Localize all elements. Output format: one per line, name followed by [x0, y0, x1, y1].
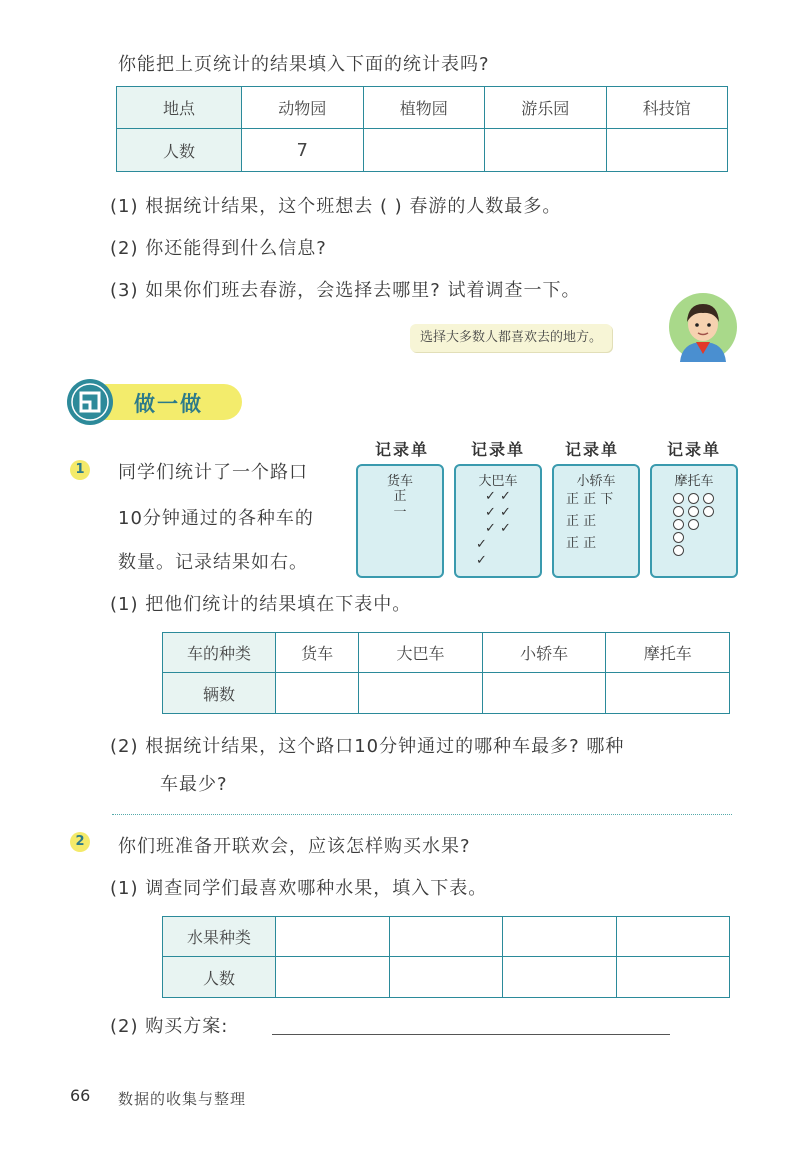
table-header-cell: 摩托车	[606, 633, 730, 673]
section-header	[66, 378, 242, 426]
record-card-truck	[356, 464, 444, 578]
table-cell: 7	[242, 129, 364, 172]
table-header-cell: 地点	[117, 87, 242, 129]
table-cell	[482, 673, 606, 714]
record-vehicle-name: 大巴车	[478, 474, 518, 489]
page-number: 66	[70, 1086, 91, 1105]
record-card-bus	[454, 464, 542, 578]
table-cell	[276, 673, 359, 714]
table-cell	[503, 917, 617, 957]
exercise-2-text: 你们班准备开联欢会，应该怎样购买水果?	[118, 836, 471, 857]
boy-avatar-icon	[668, 292, 738, 362]
table-header-cell: 大巴车	[359, 633, 483, 673]
table-row-label: 水果种类	[163, 917, 276, 957]
table-cell	[359, 673, 483, 714]
divider	[112, 814, 732, 815]
question-1: (1) 根据统计结果，这个班想去 ( ) 春游的人数最多。	[110, 196, 562, 217]
record-title: 记录单	[564, 440, 619, 459]
table-header-cell: 动物园	[242, 87, 364, 129]
table-cell	[389, 917, 503, 957]
square-swirl-icon	[66, 378, 114, 426]
vehicle-table	[162, 632, 730, 714]
tally-marks: 正 正	[566, 536, 597, 551]
table-cell	[606, 129, 728, 172]
table-header-cell: 游乐园	[485, 87, 607, 129]
table-header-cell: 车的种类	[163, 633, 276, 673]
check-marks: ✓	[476, 553, 487, 568]
table-cell	[389, 957, 503, 998]
record-title: 记录单	[374, 440, 429, 459]
table-cell	[485, 129, 607, 172]
table-cell	[503, 957, 617, 998]
record-vehicle-name: 摩托车	[674, 474, 714, 489]
exercise-1-line: 数量。记录结果如右。	[118, 552, 308, 573]
circle-tally	[673, 493, 715, 556]
record-title: 记录单	[470, 440, 525, 459]
check-marks: ✓ ✓	[485, 489, 511, 504]
table-cell	[276, 917, 390, 957]
table-row-label: 人数	[163, 957, 276, 998]
table-row-label: 辆数	[163, 673, 276, 714]
table-cell	[276, 957, 390, 998]
table-cell	[363, 129, 485, 172]
table-row-label: 人数	[117, 129, 242, 172]
question-3: (3) 如果你们班去春游，会选择去哪里? 试着调查一下。	[110, 280, 581, 301]
exercise-1-line: 同学们统计了一个路口	[118, 462, 308, 483]
tally-marks: 一	[393, 505, 407, 520]
tally-marks: 正 正	[566, 514, 597, 529]
tally-marks: 正 正 下	[566, 492, 614, 507]
check-marks: ✓ ✓	[485, 505, 511, 520]
speech-bubble: 选择大多数人都喜欢去的地方。	[410, 324, 612, 352]
exercise-1-sub-1: (1) 把他们统计的结果填在下表中。	[110, 594, 412, 615]
intro-question: 你能把上页统计的结果填入下面的统计表吗?	[118, 54, 490, 75]
table-cell	[616, 917, 730, 957]
table-header-cell: 小轿车	[482, 633, 606, 673]
table-header-cell: 货车	[276, 633, 359, 673]
exercise-1-sub-2: (2) 根据统计结果，这个路口10分钟通过的哪种车最多? 哪种	[110, 736, 625, 757]
exercise-1-line: 10分钟通过的各种车的	[118, 508, 314, 529]
record-vehicle-name: 小轿车	[576, 474, 616, 489]
table-header-cell: 植物园	[363, 87, 485, 129]
exercise-2-sub-1: (1) 调查同学们最喜欢哪种水果，填入下表。	[110, 878, 488, 899]
exercise-2-sub-2: (2) 购买方案:	[110, 1016, 229, 1037]
record-title: 记录单	[666, 440, 721, 459]
section-title: 做一做	[134, 392, 203, 416]
table-cell	[606, 673, 730, 714]
exercise-number-badge: 1	[70, 460, 90, 480]
record-vehicle-name: 货车	[386, 474, 413, 489]
question-2: (2) 你还能得到什么信息?	[110, 238, 327, 259]
fruit-table	[162, 916, 730, 998]
table-header-cell: 科技馆	[606, 87, 728, 129]
record-card-car	[552, 464, 640, 578]
exercise-1-sub-2-cont: 车最少?	[160, 774, 228, 795]
exercise-number-badge: 2	[70, 832, 90, 852]
destination-table	[116, 86, 728, 172]
chapter-title: 数据的收集与整理	[118, 1090, 247, 1108]
check-marks: ✓ ✓	[485, 521, 511, 536]
tally-marks: 正	[393, 489, 407, 504]
record-card-motorcycle	[650, 464, 738, 578]
answer-line	[272, 1034, 670, 1035]
table-cell	[616, 957, 730, 998]
check-marks: ✓	[476, 537, 487, 552]
